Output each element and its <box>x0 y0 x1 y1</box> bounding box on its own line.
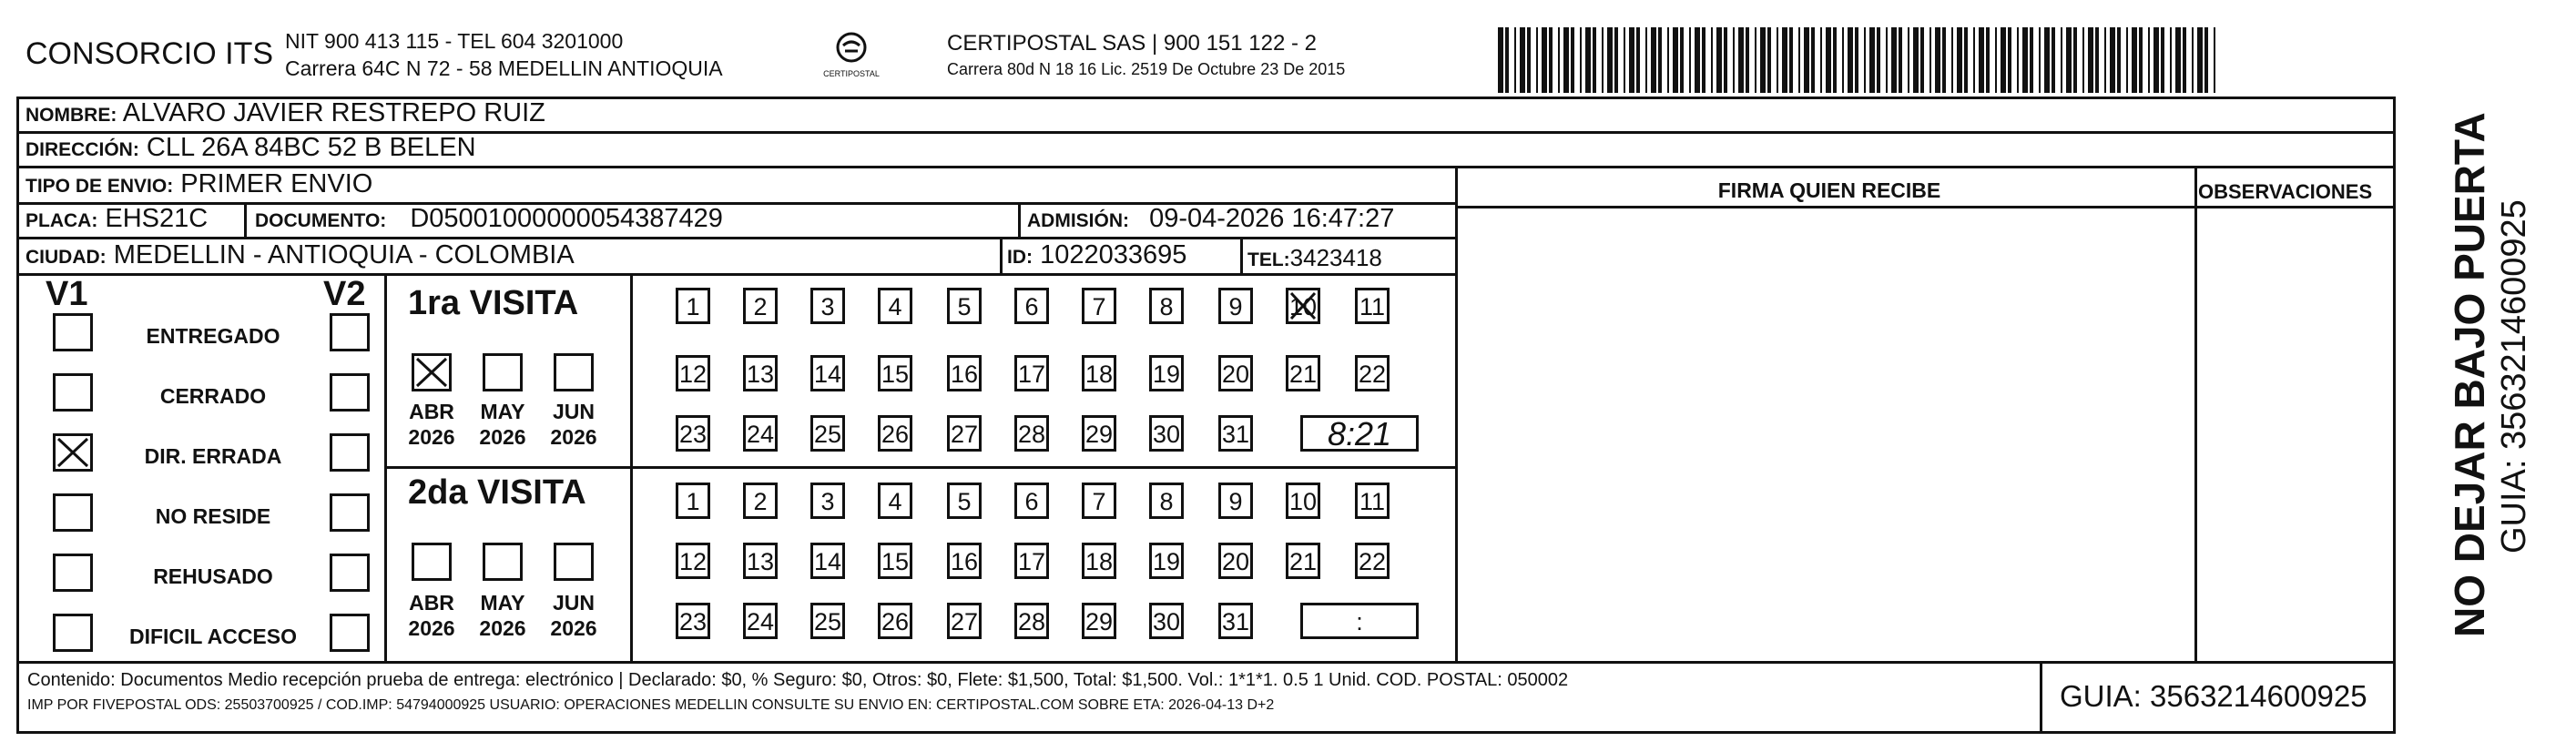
barcode-bar <box>1826 27 1831 93</box>
day-box[interactable]: 21 <box>1286 543 1320 579</box>
barcode-bar <box>2175 27 2181 93</box>
divider <box>1240 237 1243 273</box>
day-box[interactable]: 18 <box>1082 543 1116 579</box>
day-box[interactable]: 26 <box>878 415 912 452</box>
tipo-value: PRIMER ENVIO <box>180 169 373 198</box>
day-box[interactable]: 31 <box>1218 603 1253 639</box>
barcode-bar <box>1951 27 1953 93</box>
barcode-bar <box>2139 27 2143 93</box>
month-checkbox[interactable] <box>412 353 452 391</box>
day-box[interactable]: 23 <box>676 415 710 452</box>
barcode-bar <box>1695 27 1700 93</box>
barcode-bar <box>2061 27 2062 93</box>
barcode-bar <box>1957 27 1962 93</box>
day-box[interactable]: 30 <box>1149 603 1184 639</box>
barcode-bar <box>2132 27 2137 93</box>
barcode-bar <box>1833 27 1837 93</box>
divider <box>244 202 247 237</box>
barcode-bar <box>1820 27 1822 93</box>
day-box[interactable]: 31 <box>1218 415 1253 452</box>
barcode-bar <box>1563 27 1569 93</box>
day-box[interactable]: 29 <box>1082 415 1116 452</box>
barcode-bar <box>1964 27 1968 93</box>
barcode-bar <box>2095 27 2099 93</box>
barcode-bar <box>1724 27 1727 93</box>
barcode-bar <box>2088 27 2093 93</box>
v1-checkbox[interactable] <box>53 313 93 351</box>
barcode-bar <box>1869 27 1875 93</box>
barcode-bar <box>1733 27 1735 93</box>
barcode-bar <box>1645 27 1647 93</box>
day-box[interactable]: 18 <box>1082 355 1116 391</box>
day-box[interactable]: 2 <box>743 288 778 324</box>
day-box[interactable]: 7 <box>1082 288 1116 324</box>
day-box[interactable]: 30 <box>1149 415 1184 452</box>
v2-checkbox[interactable] <box>330 373 370 412</box>
barcode-bar <box>1498 27 1503 93</box>
reason-label: NO RESIDE <box>155 504 271 528</box>
barcode-bar <box>1755 27 1756 93</box>
id-cell <box>1007 240 1186 270</box>
barcode-bar <box>1702 27 1705 93</box>
v1-header: V1 <box>46 275 88 313</box>
day-box[interactable]: 15 <box>878 543 912 579</box>
barcode-bar <box>1520 27 1525 93</box>
placa-value: EHS21C <box>105 204 209 233</box>
id-value: 1022033695 <box>1040 240 1187 269</box>
day-box[interactable]: 11 <box>1355 288 1390 324</box>
day-box[interactable]: 5 <box>947 288 982 324</box>
firma-area[interactable] <box>1459 209 2193 659</box>
barcode-bar <box>2104 27 2106 93</box>
barcode-bar <box>1899 27 1902 93</box>
barcode-bar <box>1767 27 1771 93</box>
company-name: CONSORCIO ITS <box>25 36 274 71</box>
barcode-bar <box>2052 27 2055 93</box>
day-box[interactable]: 8 <box>1149 483 1184 519</box>
barcode-bar <box>1629 27 1634 93</box>
company-address: Carrera 64C N 72 - 58 MEDELLIN ANTIOQUIA <box>285 56 723 80</box>
day-box[interactable]: 4 <box>878 288 912 324</box>
barcode-bar <box>1571 27 1574 93</box>
month-checkbox[interactable] <box>483 543 523 581</box>
barcode <box>1498 27 2222 93</box>
month-checkbox[interactable] <box>554 353 594 391</box>
barcode-bar <box>2017 27 2019 93</box>
day-box[interactable]: 23 <box>676 603 710 639</box>
month-checkbox[interactable] <box>554 543 594 581</box>
barcode-bar <box>1580 27 1582 93</box>
v1-checkbox[interactable] <box>53 554 93 592</box>
barcode-bar <box>1585 27 1591 93</box>
barcode-bar <box>1908 27 1909 93</box>
barcode-bar <box>1979 27 1984 93</box>
barcode-bar <box>1542 27 1547 93</box>
barcode-bar <box>1986 27 1990 93</box>
nombre-label: NOMBRE: <box>25 105 117 126</box>
day-box[interactable]: 5 <box>947 483 982 519</box>
day-box[interactable]: 12 <box>676 543 710 579</box>
barcode-bar <box>1877 27 1880 93</box>
admision-label: ADMISIÓN: <box>1027 210 1129 231</box>
barcode-bar <box>2008 27 2011 93</box>
day-box[interactable]: 16 <box>947 355 982 391</box>
barcode-bar <box>1777 27 1778 93</box>
day-box[interactable]: 12 <box>676 355 710 391</box>
day-box[interactable]: 9 <box>1218 483 1253 519</box>
day-box[interactable]: 9 <box>1218 288 1253 324</box>
day-box[interactable]: 16 <box>947 543 982 579</box>
direccion-value: CLL 26A 84BC 52 B BELEN <box>146 133 476 162</box>
barcode-bar <box>1804 27 1809 93</box>
footer-guia: GUIA: 3563214600925 <box>2060 679 2367 713</box>
time-box[interactable]: : <box>1300 603 1419 639</box>
barcode-bar <box>2153 27 2159 93</box>
ciudad-value: MEDELLIN - ANTIOQUIA - COLOMBIA <box>113 240 575 269</box>
barcode-bar <box>1549 27 1553 93</box>
barcode-bar <box>1636 27 1640 93</box>
tel-value: 3423418 <box>1289 244 1382 271</box>
barcode-bar <box>2044 27 2050 93</box>
barcode-bar <box>2161 27 2164 93</box>
barcode-bar <box>1624 27 1625 93</box>
barcode-bar <box>1929 27 1931 93</box>
v1-checkbox[interactable] <box>53 373 93 412</box>
barcode-bar <box>1673 27 1678 93</box>
barcode-bar <box>1848 27 1853 93</box>
barcode-bar <box>2039 27 2041 93</box>
divider <box>16 166 2396 168</box>
reason-label: ENTREGADO <box>146 324 280 348</box>
barcode-bar <box>1920 27 1924 93</box>
barcode-bar <box>1536 27 1538 93</box>
divider <box>1455 166 1458 661</box>
reason-label: REHUSADO <box>153 564 273 588</box>
nombre-value: ALVARO JAVIER RESTREPO RUIZ <box>122 98 545 127</box>
barcode-bar <box>2030 27 2033 93</box>
barcode-bar <box>2214 27 2215 93</box>
ciudad-label: CIUDAD: <box>25 247 107 268</box>
courier-name: CERTIPOSTAL SAS | 900 151 122 - 2 <box>947 31 1317 56</box>
barcode-bar <box>1505 27 1509 93</box>
barcode-bar <box>1514 27 1516 93</box>
barcode-bar <box>2183 27 2186 93</box>
placa-cell <box>25 204 208 234</box>
day-box[interactable]: 27 <box>947 603 982 639</box>
month-label: MAY 2026 <box>479 591 526 640</box>
observaciones-label: OBSERVACIONES <box>2198 180 2373 203</box>
barcode-bar <box>2073 27 2077 93</box>
barcode-bar <box>1680 27 1684 93</box>
side-warning: NO DEJAR BAJO PUERTA <box>2446 112 2493 637</box>
v1-checkbox[interactable] <box>53 493 93 532</box>
barcode-bar <box>1886 27 1888 93</box>
day-box[interactable]: 24 <box>743 603 778 639</box>
day-box[interactable]: 14 <box>810 355 845 391</box>
v1-checkbox[interactable] <box>53 433 93 472</box>
day-box[interactable]: 28 <box>1014 415 1049 452</box>
day-box[interactable]: 22 <box>1355 543 1390 579</box>
v2-checkbox[interactable] <box>330 554 370 592</box>
imp-text: IMP POR FIVEPOSTAL ODS: 25503700925 / COD.IMP: 54794000925 USUARIO: OPERACIONES MEDELLIN CONSULTE SU ENVIO EN: CERTIPOSTAL.COM SOBRE ETA: 2026-04-13 D+2 <box>27 697 1275 713</box>
barcode-bar <box>2204 27 2208 93</box>
barcode-bar <box>1711 27 1713 93</box>
barcode-bar <box>1995 27 1997 93</box>
day-box[interactable]: 2 <box>743 483 778 519</box>
tipo-row <box>25 169 372 199</box>
divider <box>384 466 1455 469</box>
barcode-bar <box>1864 27 1866 93</box>
day-box[interactable]: 11 <box>1355 483 1390 519</box>
barcode-bar <box>1614 27 1618 93</box>
admision-value: 09-04-2026 16:47:27 <box>1149 204 1395 233</box>
barcode-bar <box>2066 27 2072 93</box>
visit1-title: 1ra VISITA <box>408 284 579 322</box>
firma-label: FIRMA QUIEN RECIBE <box>1717 178 1941 202</box>
admision-cell <box>1027 204 1394 234</box>
barcode-bar <box>1842 27 1844 93</box>
barcode-bar <box>2082 27 2084 93</box>
tel-label: TEL: <box>1247 249 1290 270</box>
month-label: MAY 2026 <box>479 400 526 449</box>
certipostal-logo-icon <box>820 29 883 84</box>
divider <box>16 273 1455 276</box>
day-box[interactable]: 3 <box>810 483 845 519</box>
tel-cell <box>1247 244 1382 272</box>
month-checkbox[interactable] <box>483 353 523 391</box>
visit2-title: 2da VISITA <box>408 473 586 512</box>
day-box[interactable]: 4 <box>878 483 912 519</box>
day-box[interactable]: 24 <box>743 415 778 452</box>
divider <box>2194 166 2197 661</box>
month-checkbox[interactable] <box>412 543 452 581</box>
barcode-bar <box>1607 27 1613 93</box>
nombre-row <box>25 98 545 128</box>
barcode-bar <box>1942 27 1946 93</box>
day-box[interactable]: 20 <box>1218 355 1253 391</box>
day-box[interactable]: 20 <box>1218 543 1253 579</box>
month-label: JUN 2026 <box>550 591 597 640</box>
barcode-bar <box>1973 27 1975 93</box>
day-box[interactable]: 8 <box>1149 288 1184 324</box>
divider <box>2040 661 2042 734</box>
documento-cell <box>255 204 723 234</box>
time-box[interactable]: 8:21 <box>1300 415 1419 452</box>
documento-label: DOCUMENTO: <box>255 210 387 231</box>
v2-header: V2 <box>323 275 366 313</box>
day-box[interactable]: 28 <box>1014 603 1049 639</box>
day-box[interactable]: 19 <box>1149 355 1184 391</box>
barcode-bar <box>2170 27 2172 93</box>
barcode-bar <box>2022 27 2028 93</box>
day-box[interactable]: 21 <box>1286 355 1320 391</box>
divider <box>1455 206 2396 208</box>
barcode-bar <box>1891 27 1897 93</box>
divider <box>16 237 1455 239</box>
barcode-bar <box>1798 27 1800 93</box>
barcode-bar <box>2110 27 2115 93</box>
day-box[interactable]: 7 <box>1082 483 1116 519</box>
barcode-bar <box>1746 27 1749 93</box>
day-box[interactable]: 13 <box>743 355 778 391</box>
barcode-bar <box>1789 27 1793 93</box>
v2-checkbox[interactable] <box>330 313 370 351</box>
barcode-bar <box>1855 27 1858 93</box>
barcode-bar <box>1689 27 1691 93</box>
documento-value: D05001000000054387429 <box>410 204 723 233</box>
day-box[interactable]: 3 <box>810 288 845 324</box>
barcode-bar <box>2117 27 2121 93</box>
barcode-bar <box>1667 27 1669 93</box>
contenido-text: Contenido: Documentos Medio recepción prueba de entrega: electrónico | Declarado: $0, % Seguro: $0, Otros: $0, Flete: $1,500, Total: $1,500. Vol.: 1*1*1. 0.5 1 Unid. COD. POSTAL: 050002 <box>27 670 1569 690</box>
day-box[interactable]: 15 <box>878 355 912 391</box>
divider <box>1000 237 1003 273</box>
barcode-bar <box>2126 27 2128 93</box>
day-box[interactable]: 27 <box>947 415 982 452</box>
svg-text:CERTIPOSTAL: CERTIPOSTAL <box>823 69 880 78</box>
v1-checkbox[interactable] <box>53 614 93 652</box>
id-label: ID: <box>1007 247 1033 268</box>
direccion-label: DIRECCIÓN: <box>25 139 139 160</box>
day-box[interactable]: 25 <box>810 415 845 452</box>
barcode-bar <box>1651 27 1656 93</box>
reason-label: CERRADO <box>159 384 267 408</box>
reason-label: DIR. ERRADA <box>144 444 282 468</box>
day-box[interactable]: 25 <box>810 603 845 639</box>
day-box[interactable]: 13 <box>743 543 778 579</box>
barcode-bar <box>1558 27 1560 93</box>
day-box[interactable]: 29 <box>1082 603 1116 639</box>
barcode-bar <box>1602 27 1604 93</box>
reason-label: DIFICIL ACCESO <box>128 625 297 648</box>
day-box[interactable]: 1 <box>676 483 710 519</box>
barcode-bar <box>2001 27 2006 93</box>
company-nit: NIT 900 413 115 - TEL 604 3201000 <box>285 29 624 53</box>
courier-license: Carrera 80d N 18 16 Lic. 2519 De Octubre 23 De 2015 <box>947 60 1346 78</box>
barcode-bar <box>2197 27 2203 93</box>
day-box[interactable]: 17 <box>1014 355 1049 391</box>
day-box[interactable]: 22 <box>1355 355 1390 391</box>
placa-label: PLACA: <box>25 210 98 231</box>
day-box[interactable]: 26 <box>878 603 912 639</box>
month-label: ABR 2026 <box>408 400 455 449</box>
direccion-row <box>25 133 476 163</box>
ciudad-cell <box>25 240 575 270</box>
month-label: JUN 2026 <box>550 400 597 449</box>
side-guia: GUIA: 3563214600925 <box>2495 199 2533 554</box>
v2-checkbox[interactable] <box>330 433 370 472</box>
day-box[interactable]: 10 <box>1286 288 1320 324</box>
observaciones-area[interactable] <box>2198 209 2393 659</box>
barcode-bar <box>1593 27 1596 93</box>
day-box[interactable]: 6 <box>1014 483 1049 519</box>
barcode-bar <box>1760 27 1766 93</box>
day-box[interactable]: 14 <box>810 543 845 579</box>
barcode-bar <box>1716 27 1722 93</box>
barcode-bar <box>1738 27 1744 93</box>
day-box[interactable]: 1 <box>676 288 710 324</box>
barcode-bar <box>1935 27 1940 93</box>
v2-checkbox[interactable] <box>330 493 370 532</box>
day-box[interactable]: 10 <box>1286 483 1320 519</box>
day-box[interactable]: 6 <box>1014 288 1049 324</box>
divider <box>1018 202 1021 237</box>
barcode-bar <box>2192 27 2194 93</box>
barcode-bar <box>1527 27 1531 93</box>
month-label: ABR 2026 <box>408 591 455 640</box>
barcode-bar <box>1782 27 1787 93</box>
barcode-bar <box>1658 27 1662 93</box>
tipo-label: TIPO DE ENVIO: <box>25 176 174 197</box>
barcode-bar <box>1913 27 1919 93</box>
v2-checkbox[interactable] <box>330 614 370 652</box>
barcode-bar <box>1811 27 1815 93</box>
barcode-bar <box>2148 27 2150 93</box>
day-box[interactable]: 19 <box>1149 543 1184 579</box>
day-box[interactable]: 17 <box>1014 543 1049 579</box>
